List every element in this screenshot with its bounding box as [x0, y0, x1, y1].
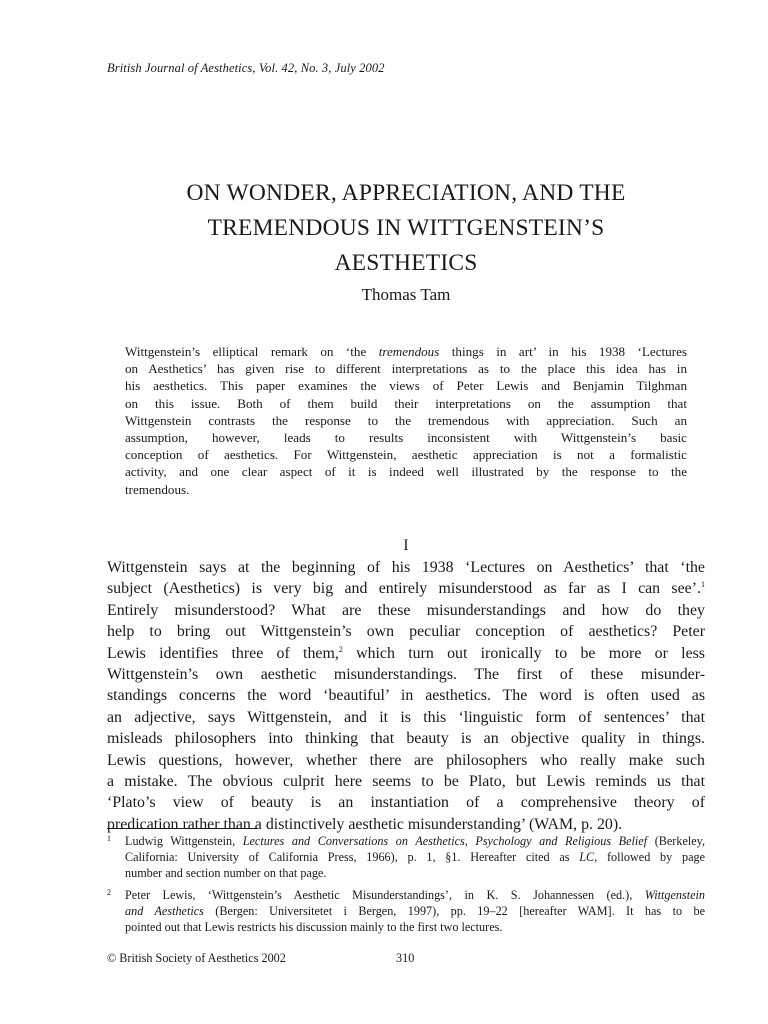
- footnote-text: California: University of California Press, 1966), p. 1, §1. Hereafter cited as: [125, 850, 580, 864]
- footnote-text: Peter Lewis, ‘Wittgenstein’s Aesthetic Misunderstandings’, in K. S. Johannessen (ed.),: [125, 888, 645, 902]
- footnote-number: 2: [107, 888, 111, 897]
- copyright-notice: © British Society of Aesthetics 2002: [107, 951, 286, 965]
- abstract-line: activity, and one clear aspect of it is indeed well illustrated by the response to the: [125, 464, 687, 480]
- footnote-line: [125, 833, 705, 849]
- footnote-marker[interactable]: 2: [338, 644, 343, 654]
- body-line: ‘Plato’s view of beauty is an instantiation of a comprehensive theory of: [107, 794, 705, 812]
- abstract-line: on this issue. Both of them build their interpretations on the assumption that: [125, 395, 687, 411]
- footnote-emphasis: Wittgenstein: [644, 888, 705, 902]
- body-text: [107, 557, 705, 835]
- body-text-run: subject (Aesthetics) is very big and entirely misunderstood as far as I can see’.: [107, 580, 701, 598]
- footnote-line: [125, 849, 705, 865]
- section-number: I: [403, 537, 409, 554]
- footnote-emphasis: LC: [579, 850, 595, 864]
- abstract-text: Wittgenstein’s elliptical remark on ‘the: [125, 344, 379, 359]
- abstract-line: tremendous.: [125, 481, 190, 497]
- body-line: [107, 643, 705, 664]
- abstract-line: [125, 343, 687, 360]
- abstract: [125, 343, 687, 498]
- footnote-text: (Berkeley,: [647, 834, 705, 848]
- footnote-emphasis: Lectures and Conversations on Aesthetics, Psychology and Religious Belief: [242, 834, 648, 848]
- footnote-marker[interactable]: 1: [701, 580, 705, 590]
- footnote-line: [125, 903, 705, 919]
- footnotes: [107, 833, 705, 941]
- footnote-divider: [107, 828, 257, 829]
- title-line: AESTHETICS: [334, 250, 478, 276]
- footnote-1: [107, 833, 705, 881]
- body-line: misleads philosophers into thinking that beauty is an objective quality in things.: [107, 730, 705, 748]
- body-line: [107, 578, 705, 599]
- footnote-line: pointed out that Lewis restricts his discussion mainly to the first two lectures.: [125, 920, 503, 934]
- body-line: help to bring out Wittgenstein’s own peculiar conception of aesthetics? Peter: [107, 623, 705, 641]
- body-line: Wittgenstein says at the beginning of his 1938 ‘Lectures on Aesthetics’ that ‘the: [107, 559, 705, 576]
- title-line: TREMENDOUS IN WITTGENSTEIN’S: [207, 215, 605, 241]
- footnote-line: [125, 887, 705, 903]
- body-line: Wittgenstein’s own aesthetic misunderstandings. The first of these misunder-: [107, 666, 705, 684]
- abstract-line: conception of aesthetics. For Wittgenstein, aesthetic appreciation is not a formalistic: [125, 447, 687, 463]
- body-text-run: Lewis identifies three of them,: [107, 644, 339, 662]
- footnote-2: [107, 887, 705, 935]
- footnote-text: , followed by page: [594, 850, 705, 864]
- running-head: British Journal of Aesthetics, Vol. 42, No. 3, July 2002: [107, 61, 385, 75]
- footnote-text: (Bergen: Universitetet i Bergen, 1997), pp. 19–22 [hereafter WAM]. It has to be: [203, 904, 705, 918]
- abstract-emphasis: tremendous: [378, 344, 440, 359]
- footnote-text: Ludwig Wittgenstein,: [125, 834, 243, 848]
- body-line: Entirely misunderstood? What are these misunderstandings and how do they: [107, 601, 705, 619]
- abstract-line: assumption, however, leads to results inconsistent with Wittgenstein’s basic: [125, 430, 687, 446]
- footnote-emphasis: and Aesthetics: [125, 904, 204, 918]
- title-line: ON WONDER, APPRECIATION, AND THE: [186, 180, 626, 206]
- footnote-line: number and section number on that page.: [125, 866, 327, 880]
- article-title: [107, 176, 705, 281]
- body-text-run: which turn out ironically to be more or less: [342, 644, 705, 662]
- body-line: Lewis questions, however, whether there are philosophers who really make such: [107, 751, 705, 769]
- abstract-line: on Aesthetics’ has given rise to different interpretations as to the place this idea has in: [125, 361, 687, 377]
- page-number: 310: [396, 951, 415, 965]
- author-name: Thomas Tam: [361, 285, 451, 304]
- body-line: standings concerns the word ‘beautiful’ in aesthetics. The word is often used as: [107, 687, 705, 705]
- body-line: a mistake. The obvious culprit here seems to be Plato, but Lewis reminds us that: [107, 773, 705, 791]
- footnote-number: 1: [107, 834, 111, 843]
- body-line: predication rather than a distinctively aesthetic misunderstanding’ (WAM, p. 20).: [107, 815, 623, 833]
- body-line: an adjective, says Wittgenstein, and it is this ‘linguistic form of sentences’ that: [107, 708, 705, 726]
- abstract-line: Wittgenstein contrasts the response to the tremendous with appreciation. Such an: [125, 412, 687, 428]
- abstract-text: things in art’ in his 1938 ‘Lectures: [439, 344, 687, 359]
- abstract-line: his aesthetics. This paper examines the views of Peter Lewis and Benjamin Tilghman: [125, 378, 687, 394]
